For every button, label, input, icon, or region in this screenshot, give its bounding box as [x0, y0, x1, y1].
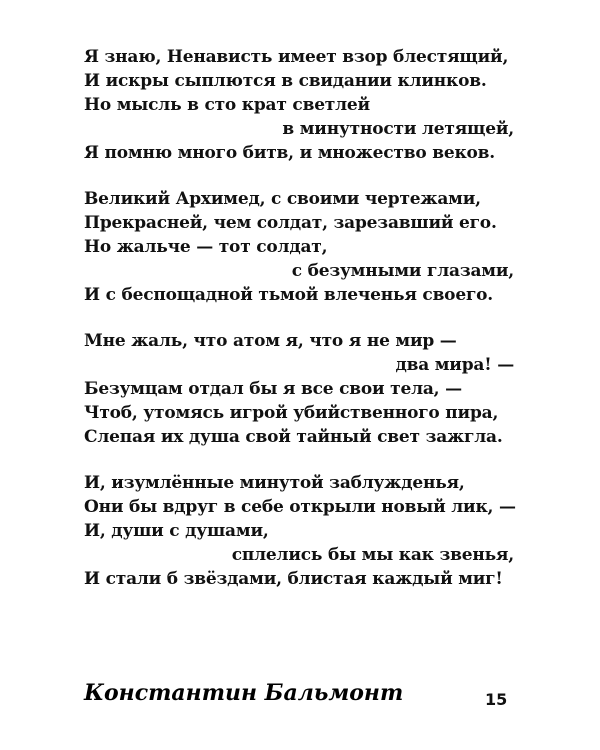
- poem-line: с безумными глазами,: [291, 261, 514, 281]
- poem-line: И, изумлённые минутой заблужденья,: [84, 473, 465, 493]
- poem-line: И с беспощадной тьмой влеченья своего.: [84, 285, 494, 305]
- poem-line: И искры сыплются в свидании клинков.: [84, 71, 487, 91]
- page-number: 15: [485, 690, 508, 709]
- stanza-gap: [84, 307, 514, 329]
- poem-line: в минутности летящей,: [282, 119, 514, 139]
- poem-line: Великий Архимед, с своими чертежами,: [84, 189, 481, 209]
- stanza: [84, 187, 514, 307]
- poem-line: Но мысль в сто крат светлей: [84, 95, 370, 115]
- poem-line: Мне жаль, что атом я, что я не мир —: [84, 331, 457, 351]
- poem-line: Но жальче — тот солдат,: [84, 237, 328, 257]
- poem-line: Слепая их душа свой тайный свет зажгла.: [84, 427, 503, 447]
- poem-line: Чтоб, утомясь игрой убийственного пира,: [84, 403, 499, 423]
- poem-line: Я знаю, Ненависть имеет взор блестящий,: [84, 47, 509, 67]
- poem-line: сплелись бы мы как звенья,: [231, 545, 514, 565]
- stanza-gap: [84, 449, 514, 471]
- poem-line: И стали б звёздами, блистая каждый миг!: [84, 569, 503, 589]
- poem-line: Безумцам отдал бы я все свои тела, —: [84, 379, 462, 399]
- stanza: [84, 45, 514, 165]
- poem-line: Я помню много битв, и множество веков.: [84, 143, 495, 163]
- poem-line: Прекрасней, чем солдат, зарезавший его.: [84, 213, 497, 233]
- poem-line: И, души с душами,: [84, 521, 269, 541]
- poem-line: два мира! —: [395, 355, 514, 375]
- stanza: [84, 329, 514, 449]
- poem-line: Они бы вдруг в себе открыли новый лик, —: [84, 497, 516, 517]
- author-signature: Константин Бальмонт: [84, 680, 404, 706]
- poem-text: [84, 45, 514, 591]
- stanza: [84, 471, 514, 591]
- stanza-gap: [84, 165, 514, 187]
